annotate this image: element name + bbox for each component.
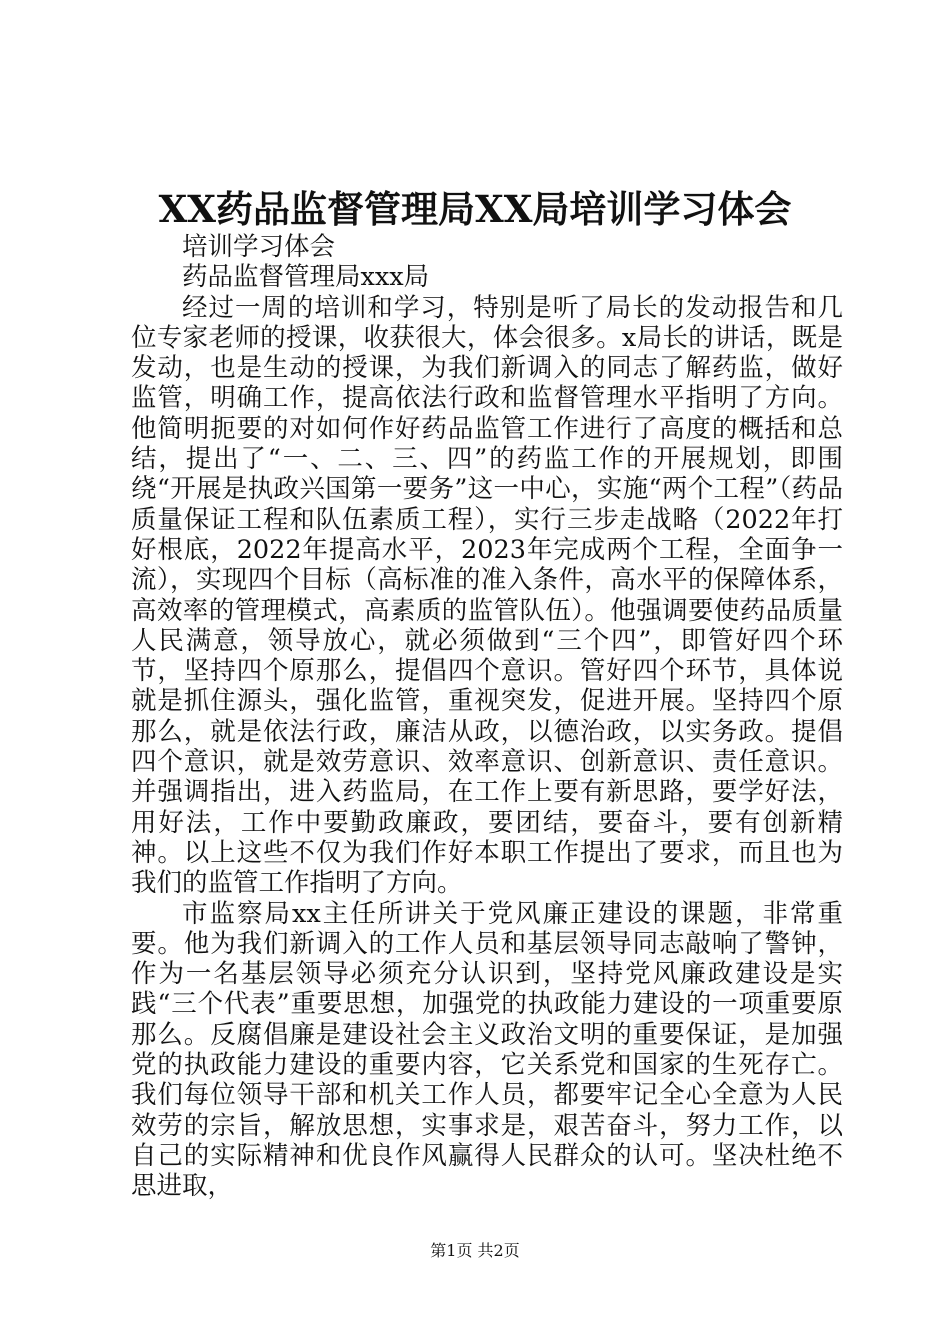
paragraph-author: 药品监督管理局xxx局: [182, 262, 430, 293]
document-body: [131, 232, 843, 1202]
document-title: XX药品监督管理局XX局培训学习体会: [158, 187, 792, 231]
paragraph-body: 经过一周的培训和学习，特别是听了局长的发动报告和几位专家老师的授课，收获很大，体会很多。x局长的讲话，既是发动，也是生动的授课，为我们新调入的同志了解药监，做好监管，明确工作，提高依法行政和监督管理水平指明了方向。他简明扼要的对如何作好药品监管工作进行了高度的概括和总结，提出了“一、二、三、四”的药监工作的开展规划，即围绕“开展是执政兴国第一要务”这一中心，实施“两个工程”（药品质量保证工程和队伍素质工程），实行三步走战略（2022年打好根底，2022年提高水平，2023年完成两个工程，全面争一流），实现四个目标（高标准的准入条件，高水平的保障体系，高效率的管理模式，高素质的监管队伍）。他强调要使药品质量人民满意，领导放心，就必须做到“三个四”，即管好四个环节，坚持四个原那么，提倡四个意识。管好四个环节，具体说就是抓住源头，强化监管，重视突发，促进开展。坚持四个原那么，就是依法行政，廉洁从政，以德治政，以实务政。提倡四个意识，就是效劳意识、效率意识、创新意识、责任意识。并强调指出，进入药监局，在工作上要有新思路，要学好法，用好法，工作中要勤政廉政，要团结，要奋斗，要有创新精神。以上这些不仅为我们作好本职工作提出了要求，而且也为我们的监管工作指明了方向。: [131, 292, 843, 899]
page-footer: 第1页 共2页: [430, 1241, 520, 1260]
paragraph-body: 市监察局xx主任所讲关于党风廉正建设的课题，非常重要。他为我们新调入的工作人员和基层领导同志敲响了警钟，作为一名基层领导必须充分认识到，坚持党风廉政建设是实践“三个代表”重要思想，加强党的执政能力建设的一项重要原那么。反腐倡廉是建设社会主义政治文明的重要保证，是加强党的执政能力建设的重要内容，它关系党和国家的生死存亡。我们每位领导干部和机关工作人员，都要牢记全心全意为人民效劳的宗旨，解放思想，实事求是，艰苦奋斗，努力工作，以自己的实际精神和优良作风赢得人民群众的认可。坚决杜绝不思进取，: [131, 898, 843, 1202]
paragraph-subtitle: 培训学习体会: [182, 232, 336, 262]
